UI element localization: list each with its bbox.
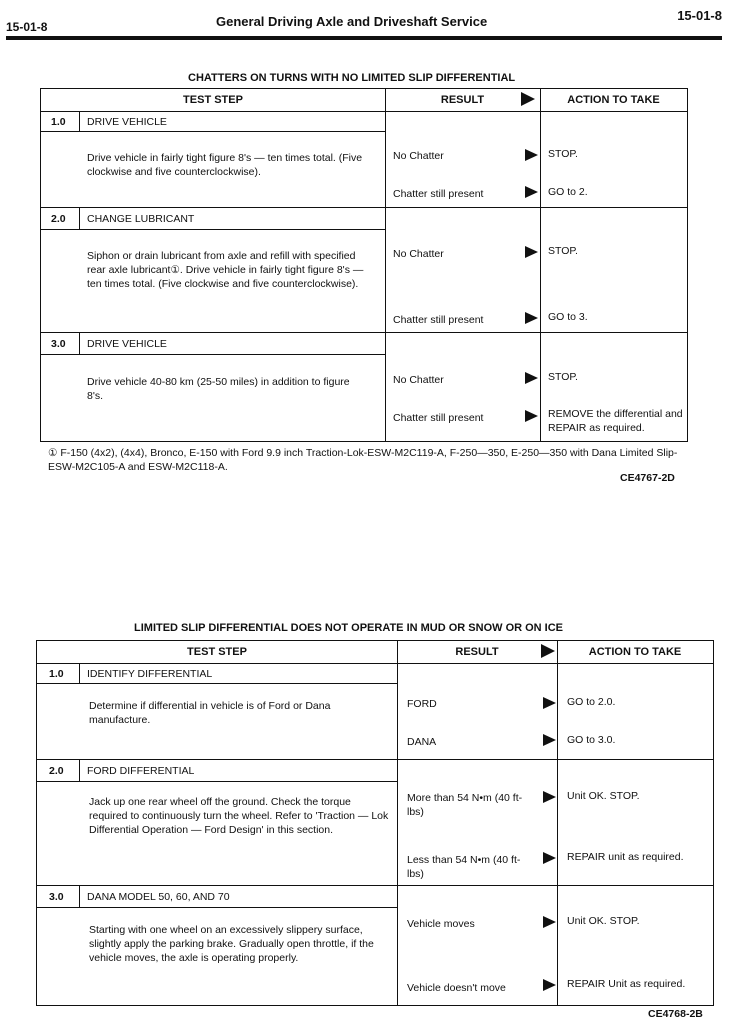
table1-divider-v1 xyxy=(385,89,386,441)
page-header xyxy=(6,6,722,38)
table2-step3-action1: Unit OK. STOP. xyxy=(567,915,640,927)
table2-step3-title-bottom xyxy=(37,907,397,908)
table1-step2-action1: STOP. xyxy=(548,245,578,257)
table2-step3-arrow2-icon xyxy=(543,979,556,991)
table2-step2-arrow1-icon xyxy=(543,791,556,803)
table1-section xyxy=(40,72,690,492)
table1-header-row xyxy=(41,89,687,112)
table1-step1-action2: GO to 2. xyxy=(548,186,588,198)
table1-step3-result2: Chatter still present xyxy=(393,412,484,424)
table1-step1-title-bottom xyxy=(41,131,385,132)
table1-step1-num-divider xyxy=(79,111,80,131)
table2-step3-description: Starting with one wheel on an excessively slippery surface, slightly apply the parking brake. Gradually open throttle, if the vehicle moves, the axle is operating properly. xyxy=(89,924,374,964)
table1-header-arrow-icon xyxy=(521,92,535,106)
table1 xyxy=(40,88,688,442)
table1-title: CHATTERS ON TURNS WITH NO LIMITED SLIP DIFFERENTIAL xyxy=(188,72,516,84)
table1-step3-action1: STOP. xyxy=(548,371,578,383)
table2-step3-arrow1-icon xyxy=(543,916,556,928)
page-number-right: 15-01-8 xyxy=(677,8,722,23)
table2-col-action: ACTION TO TAKE xyxy=(588,646,682,658)
table1-step1-description: Drive vehicle in fairly tight figure 8's — ten times total. (Five clockwise and five counterclockwise). xyxy=(87,152,363,178)
table2-step3-action2: REPAIR Unit as required. xyxy=(567,978,686,990)
table2-step2-number: 2.0 xyxy=(49,765,64,777)
table2-step2-action1: Unit OK. STOP. xyxy=(567,790,640,802)
table1-step3-description: Drive vehicle 40-80 km (25-50 miles) in addition to figure 8's. xyxy=(87,376,350,402)
table1-step2-result2: Chatter still present xyxy=(393,314,484,326)
table1-step1-result2: Chatter still present xyxy=(393,188,484,200)
table1-step1-arrow1-icon xyxy=(525,149,538,161)
table1-divider-v2 xyxy=(540,89,541,441)
table1-step3-result1: No Chatter xyxy=(393,374,444,386)
table1-footnote: ① F-150 (4x2), (4x4), Bronco, E-150 with Ford 9.9 inch Traction-Lok-ESW-M2C119-A, F-250—350, E-250—350 with Dana Limited Slip-ESW-M2C105-A and ESW-M2C118-A. xyxy=(48,447,678,473)
table2-step1-result1: FORD xyxy=(407,698,437,710)
table1-step2-action2: GO to 3. xyxy=(548,311,588,323)
table1-step3-name: DRIVE VEHICLE xyxy=(87,338,167,350)
table2-step3-number: 3.0 xyxy=(49,891,64,903)
table2-divider-step3 xyxy=(37,885,713,886)
table1-step1-action1: STOP. xyxy=(548,148,578,160)
table2-step2-name: FORD DIFFERENTIAL xyxy=(87,765,195,777)
table1-step1-name: DRIVE VEHICLE xyxy=(87,116,167,128)
table2-divider-step2 xyxy=(37,759,713,760)
table1-step2-name: CHANGE LUBRICANT xyxy=(87,213,195,225)
table2-step2-result2: Less than 54 N•m (40 ft-lbs) xyxy=(407,854,521,880)
page-number-left: 15-01-8 xyxy=(6,20,48,34)
table2-step2-title-bottom xyxy=(37,781,397,782)
table2-divider-v2 xyxy=(557,641,558,1005)
table1-step3-arrow2-icon xyxy=(525,410,538,422)
table2-step1-name: IDENTIFY DIFFERENTIAL xyxy=(87,668,213,680)
table1-step3-arrow1-icon xyxy=(525,372,538,384)
table1-step3-title-bottom xyxy=(41,354,385,355)
table1-step1-number: 1.0 xyxy=(51,116,66,128)
table2-step2-arrow2-icon xyxy=(543,852,556,864)
table1-step2-num-divider xyxy=(79,207,80,229)
table2-step1-action1: GO to 2.0. xyxy=(567,696,616,708)
table2-title: LIMITED SLIP DIFFERENTIAL DOES NOT OPERATE IN MUD OR SNOW OR ON ICE xyxy=(134,622,564,634)
table1-col-test-step: TEST STEP xyxy=(183,94,243,106)
table2-step1-num-divider xyxy=(79,663,80,683)
table1-step3-number: 3.0 xyxy=(51,338,66,350)
table2-col-result: RESULT xyxy=(455,646,499,658)
table2-figure-code: CE4768-2B xyxy=(648,1008,703,1020)
table1-step2-result1: No Chatter xyxy=(393,248,444,260)
table2-step2-result1: More than 54 N•m (40 ft-lbs) xyxy=(407,792,523,818)
table2-col-test-step: TEST STEP xyxy=(187,646,247,658)
table2-step3-result2: Vehicle doesn't move xyxy=(407,982,506,994)
header-rule xyxy=(6,36,722,40)
table2-step3-name: DANA MODEL 50, 60, AND 70 xyxy=(87,891,230,903)
table1-divider-step3 xyxy=(41,332,687,333)
table2-step1-arrow1-icon xyxy=(543,697,556,709)
table2-step1-action2: GO to 3.0. xyxy=(567,734,616,746)
table1-step2-title-bottom xyxy=(41,229,385,230)
table1-col-result: RESULT xyxy=(440,94,485,106)
table2-section xyxy=(36,622,716,1022)
table1-step3-action2: REMOVE the differential and REPAIR as required. xyxy=(548,408,683,434)
table2-step2-description: Jack up one rear wheel off the ground. Check the torque required to continuously turn the wheel. Refer to 'Traction — Lok Differential Operation — Ford Design' in this section. xyxy=(89,796,389,836)
table2-step1-result2: DANA xyxy=(407,736,437,748)
table2-header-arrow-icon xyxy=(541,644,555,658)
table2-step3-result1: Vehicle moves xyxy=(407,918,475,930)
table2-header-row xyxy=(37,641,713,664)
table1-step2-description: Siphon or drain lubricant from axle and refill with specified rear axle lubricant①. Drive vehicle in fairly tight figure 8's — ten times total. (Five clockwise and five counterclockwise). xyxy=(87,250,364,290)
table1-step2-number: 2.0 xyxy=(51,213,66,225)
table1-divider-step2 xyxy=(41,207,687,208)
table2-step1-description: Determine if differential in vehicle is of Ford or Dana manufacture. xyxy=(89,700,331,726)
table2-step1-arrow2-icon xyxy=(543,734,556,746)
table1-step1-arrow2-icon xyxy=(525,186,538,198)
table1-step1-result1: No Chatter xyxy=(393,150,444,162)
table2-step2-num-divider xyxy=(79,759,80,781)
page-title: General Driving Axle and Driveshaft Service xyxy=(216,14,488,29)
table1-step2-arrow2-icon xyxy=(525,312,538,324)
table2-step1-title-bottom xyxy=(37,683,397,684)
table1-step3-num-divider xyxy=(79,332,80,354)
table2-step2-action2: REPAIR unit as required. xyxy=(567,851,684,863)
table2-step1-number: 1.0 xyxy=(49,668,64,680)
table1-figure-code: CE4767-2D xyxy=(620,472,675,484)
table2 xyxy=(36,640,714,1006)
table2-step3-num-divider xyxy=(79,885,80,907)
table2-divider-v1 xyxy=(397,641,398,1005)
table1-col-action: ACTION TO TAKE xyxy=(567,94,660,106)
table1-step2-arrow1-icon xyxy=(525,246,538,258)
